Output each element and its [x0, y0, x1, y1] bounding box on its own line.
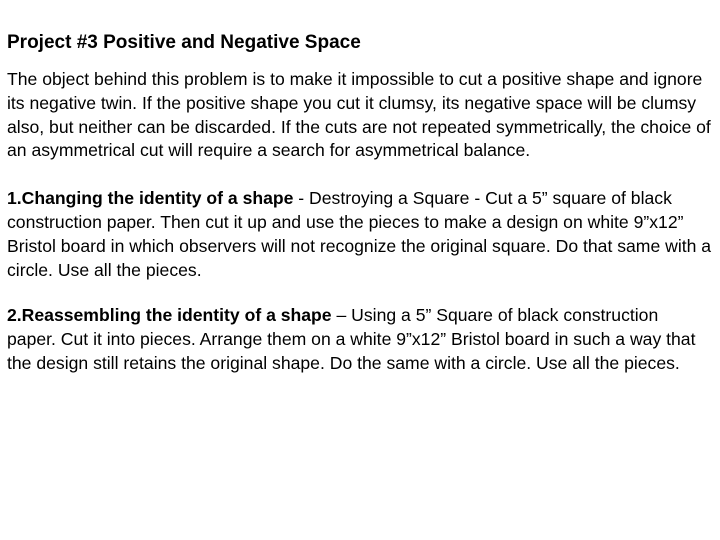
- item-1-body: - Destroying a Square - Cut a 5” square of black construction paper. Then cut it up and use the pieces to make a design on white 9”x12” Bristol board in which observers will not recognize the original square. Do that same with a circle. Use all the pieces.: [7, 188, 712, 280]
- item-paragraph-1: [7, 187, 712, 282]
- item-2-heading: 2.Reassembling the identity of a shape: [7, 305, 332, 326]
- item-2-body: – Using a 5” Square of black construction paper. Cut it into pieces. Arrange them on a white 9”x12” Bristol board in such a way that the design still retains the original shape. Do the same with a circle. Use all the pieces.: [7, 305, 696, 373]
- page-title: Project #3 Positive and Negative Space: [7, 32, 361, 53]
- item-1-heading: 1.Changing the identity of a shape: [7, 188, 294, 209]
- item-paragraph-2: [7, 304, 712, 375]
- intro-paragraph: The object behind this problem is to make it impossible to cut a positive shape and ignore its negative twin. If the positive shape you cut it clumsy, its negative space will be clumsy also, but neither can be discarded. If the cuts are not repeated symmetrically, the choice of an asymmetrical cut will require a search for asymmetrical balance.: [7, 69, 711, 161]
